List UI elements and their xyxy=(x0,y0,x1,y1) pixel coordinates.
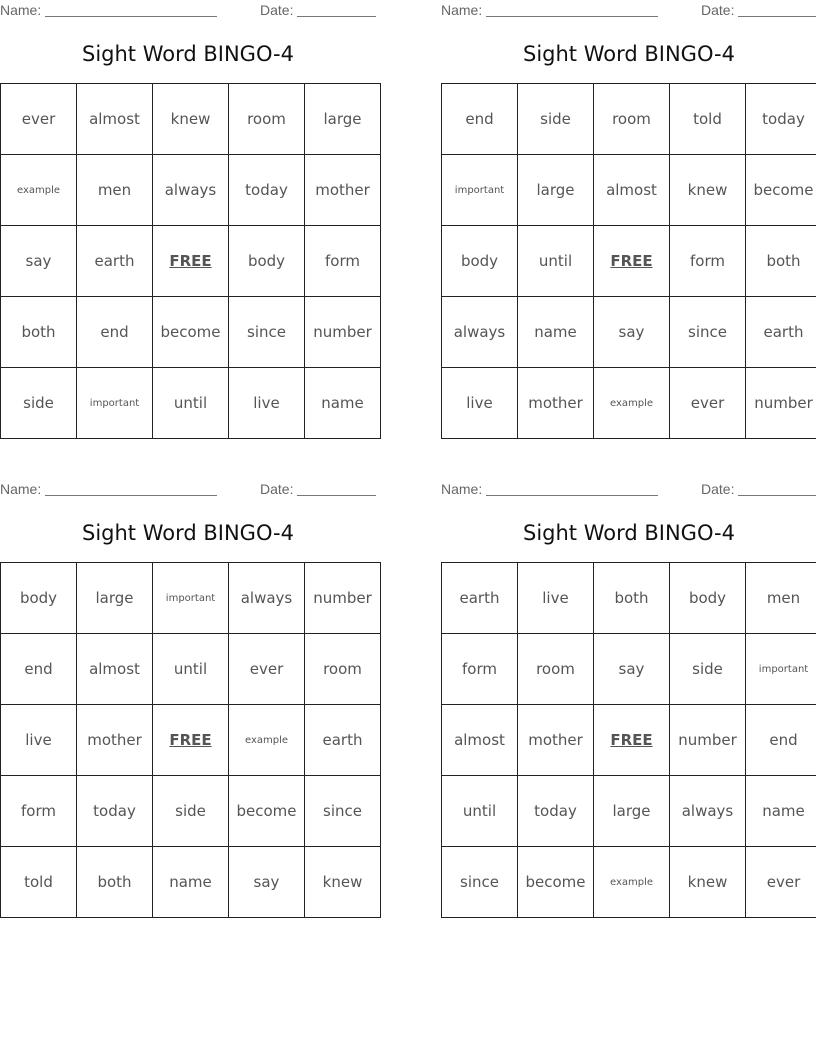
name-label: Name: xyxy=(441,481,483,497)
bingo-cell: body xyxy=(1,563,77,634)
bingo-cell: earth xyxy=(305,705,381,776)
date-label: Date: xyxy=(701,481,735,497)
bingo-cell: both xyxy=(1,297,77,368)
bingo-cell: important xyxy=(442,155,518,226)
bingo-cell: example xyxy=(1,155,77,226)
bingo-cell: important xyxy=(746,634,816,705)
bingo-cell: live xyxy=(229,368,305,439)
bingo-cell: today xyxy=(518,776,594,847)
free-space: FREE xyxy=(153,226,229,297)
bingo-cell: name xyxy=(305,368,381,439)
bingo-cell: always xyxy=(442,297,518,368)
bingo-row xyxy=(1,297,381,368)
bingo-cell: always xyxy=(670,776,746,847)
bingo-cell: end xyxy=(746,705,816,776)
bingo-row xyxy=(1,84,381,155)
card-title: Sight Word BINGO-4 xyxy=(82,521,294,545)
free-space: FREE xyxy=(153,705,229,776)
bingo-cell: mother xyxy=(77,705,153,776)
bingo-cell: knew xyxy=(670,155,746,226)
bingo-cell: number xyxy=(305,297,381,368)
bingo-cell: become xyxy=(746,155,816,226)
name-date-row xyxy=(441,2,816,20)
name-blank-line xyxy=(486,495,658,496)
bingo-cell: ever xyxy=(1,84,77,155)
bingo-cell: told xyxy=(1,847,77,918)
name-label: Name: xyxy=(441,2,483,18)
bingo-cell: say xyxy=(594,634,670,705)
bingo-cell: told xyxy=(670,84,746,155)
bingo-cell: knew xyxy=(305,847,381,918)
bingo-row xyxy=(442,847,816,918)
bingo-row xyxy=(1,634,381,705)
bingo-cell: always xyxy=(153,155,229,226)
card-title: Sight Word BINGO-4 xyxy=(523,42,735,66)
bingo-cell: number xyxy=(305,563,381,634)
bingo-cell: become xyxy=(518,847,594,918)
date-blank-line xyxy=(738,16,816,17)
bingo-cell: almost xyxy=(442,705,518,776)
name-blank-line xyxy=(486,16,658,17)
bingo-cell: important xyxy=(77,368,153,439)
bingo-cell: almost xyxy=(77,634,153,705)
bingo-cell: both xyxy=(77,847,153,918)
bingo-cell: number xyxy=(670,705,746,776)
name-date-row xyxy=(441,481,816,499)
bingo-cell: end xyxy=(442,84,518,155)
bingo-cell: both xyxy=(594,563,670,634)
bingo-row xyxy=(442,226,816,297)
bingo-row xyxy=(442,705,816,776)
bingo-cell: side xyxy=(153,776,229,847)
bingo-cell: since xyxy=(442,847,518,918)
bingo-cell: men xyxy=(746,563,816,634)
bingo-row xyxy=(1,368,381,439)
bingo-cell: room xyxy=(305,634,381,705)
bingo-cell: form xyxy=(442,634,518,705)
bingo-row xyxy=(442,563,816,634)
bingo-row xyxy=(1,847,381,918)
bingo-cell: become xyxy=(153,297,229,368)
name-label: Name: xyxy=(0,2,42,18)
bingo-cell: example xyxy=(594,368,670,439)
bingo-cell: until xyxy=(518,226,594,297)
date-blank-line xyxy=(297,495,376,496)
bingo-cell: ever xyxy=(229,634,305,705)
bingo-grid xyxy=(441,562,816,918)
bingo-cell: earth xyxy=(746,297,816,368)
bingo-cell: body xyxy=(229,226,305,297)
bingo-row xyxy=(1,563,381,634)
bingo-grid xyxy=(0,562,381,918)
bingo-cell: form xyxy=(305,226,381,297)
bingo-cell: body xyxy=(442,226,518,297)
bingo-cell: live xyxy=(1,705,77,776)
bingo-cell: since xyxy=(305,776,381,847)
bingo-cell: both xyxy=(746,226,816,297)
bingo-cell: say xyxy=(229,847,305,918)
card-title: Sight Word BINGO-4 xyxy=(82,42,294,66)
bingo-cell: large xyxy=(77,563,153,634)
bingo-cell: name xyxy=(153,847,229,918)
bingo-cell: side xyxy=(518,84,594,155)
bingo-cell: mother xyxy=(305,155,381,226)
free-space: FREE xyxy=(594,226,670,297)
bingo-cell: knew xyxy=(670,847,746,918)
date-label: Date: xyxy=(260,481,294,497)
bingo-row xyxy=(442,84,816,155)
bingo-cell: earth xyxy=(77,226,153,297)
bingo-cell: ever xyxy=(670,368,746,439)
bingo-cell: important xyxy=(153,563,229,634)
bingo-cell: until xyxy=(442,776,518,847)
bingo-cell: number xyxy=(746,368,816,439)
bingo-cell: until xyxy=(153,368,229,439)
bingo-cell: almost xyxy=(594,155,670,226)
bingo-cell: room xyxy=(594,84,670,155)
bingo-cell: become xyxy=(229,776,305,847)
bingo-cell: until xyxy=(153,634,229,705)
bingo-cell: mother xyxy=(518,705,594,776)
bingo-row xyxy=(442,297,816,368)
bingo-cell: example xyxy=(594,847,670,918)
bingo-cell: example xyxy=(229,705,305,776)
name-date-row xyxy=(0,481,376,499)
bingo-cell: form xyxy=(670,226,746,297)
bingo-cell: side xyxy=(670,634,746,705)
bingo-cell: today xyxy=(229,155,305,226)
bingo-cell: form xyxy=(1,776,77,847)
bingo-cell: body xyxy=(670,563,746,634)
bingo-cell: today xyxy=(77,776,153,847)
bingo-cell: room xyxy=(229,84,305,155)
bingo-cell: knew xyxy=(153,84,229,155)
bingo-cell: say xyxy=(594,297,670,368)
free-space: FREE xyxy=(594,705,670,776)
date-blank-line xyxy=(738,495,816,496)
bingo-row xyxy=(1,226,381,297)
bingo-cell: large xyxy=(305,84,381,155)
bingo-cell: name xyxy=(518,297,594,368)
bingo-cell: room xyxy=(518,634,594,705)
bingo-cell: today xyxy=(746,84,816,155)
date-label: Date: xyxy=(701,2,735,18)
bingo-row xyxy=(442,368,816,439)
bingo-cell: end xyxy=(1,634,77,705)
bingo-cell: large xyxy=(594,776,670,847)
bingo-cell: almost xyxy=(77,84,153,155)
bingo-cell: always xyxy=(229,563,305,634)
bingo-cell: mother xyxy=(518,368,594,439)
bingo-cell: since xyxy=(229,297,305,368)
bingo-cell: since xyxy=(670,297,746,368)
card-title: Sight Word BINGO-4 xyxy=(523,521,735,545)
date-blank-line xyxy=(297,16,376,17)
bingo-cell: men xyxy=(77,155,153,226)
bingo-cell: ever xyxy=(746,847,816,918)
bingo-cell: live xyxy=(442,368,518,439)
name-blank-line xyxy=(45,495,217,496)
bingo-grid xyxy=(441,83,816,439)
bingo-row xyxy=(1,155,381,226)
bingo-cell: end xyxy=(77,297,153,368)
bingo-cell: large xyxy=(518,155,594,226)
bingo-cell: say xyxy=(1,226,77,297)
bingo-cell: side xyxy=(1,368,77,439)
bingo-cell: live xyxy=(518,563,594,634)
bingo-cell: earth xyxy=(442,563,518,634)
bingo-grid xyxy=(0,83,381,439)
name-blank-line xyxy=(45,16,217,17)
name-date-row xyxy=(0,2,376,20)
bingo-row xyxy=(442,634,816,705)
bingo-cell: name xyxy=(746,776,816,847)
bingo-row xyxy=(442,155,816,226)
bingo-row xyxy=(1,705,381,776)
bingo-row xyxy=(1,776,381,847)
bingo-row xyxy=(442,776,816,847)
date-label: Date: xyxy=(260,2,294,18)
name-label: Name: xyxy=(0,481,42,497)
